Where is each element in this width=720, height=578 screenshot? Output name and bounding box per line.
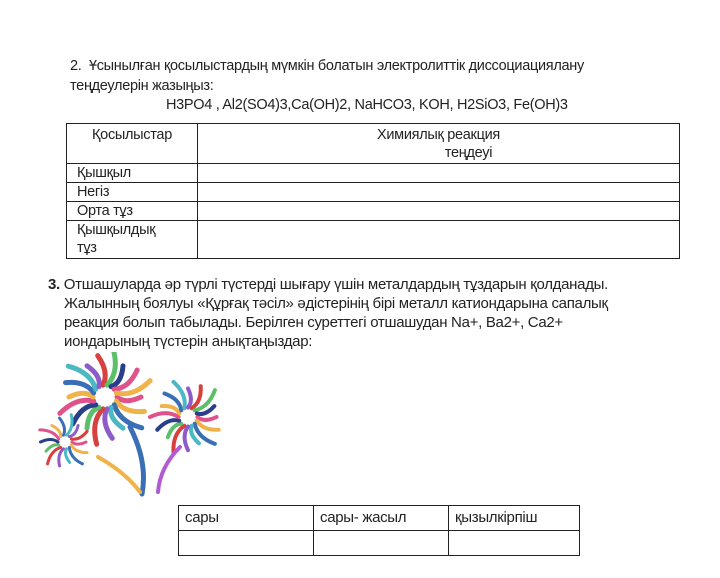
answer-cell[interactable] bbox=[198, 164, 680, 183]
task-3-line-1: 3. Отшашуларда әр түрлі түстерді шығару үшін металдардың тұздарын қолданады. bbox=[48, 276, 608, 293]
formulas: H3PO4 , Al2(SO4)3,Ca(OH)2, NaHCO3, KOH, H2SiO3, Fe(OH)3 bbox=[166, 97, 568, 113]
header-brick-red: қызылкірпіш bbox=[449, 506, 580, 531]
answer-cell[interactable] bbox=[179, 531, 314, 556]
answer-cell[interactable] bbox=[198, 183, 680, 202]
task-3-line-4: иондарының түстерін анықтаңыздар: bbox=[64, 333, 313, 350]
row-label-acid-salt: Қышқылдық тұз bbox=[67, 221, 198, 259]
task-number: 2. bbox=[70, 58, 82, 74]
firework-streak bbox=[69, 393, 93, 397]
row-label-salt: Орта тұз bbox=[67, 202, 198, 221]
firework-streak bbox=[95, 409, 103, 444]
fireworks-illustration-icon bbox=[30, 352, 250, 497]
color-table bbox=[178, 505, 580, 556]
row-label-base: Негіз bbox=[67, 183, 198, 202]
task-2-line-2: теңдеулерін жазыңыз: bbox=[70, 78, 214, 94]
answer-cell[interactable] bbox=[198, 202, 680, 221]
reaction-table bbox=[66, 123, 680, 259]
firework-trail bbox=[98, 457, 140, 492]
task-3-line-3: реакция болып табылады. Берілген суреттегі отшашудан Na+, Ba2+, Ca2+ bbox=[64, 314, 563, 331]
task-2-text: Ұсынылған қосылыстардың мүмкін болатын электролиттік диссоциациялану bbox=[88, 58, 584, 74]
answer-cell[interactable] bbox=[449, 531, 580, 556]
firework-streak bbox=[71, 445, 87, 453]
firework-streak bbox=[41, 439, 59, 442]
firework-streak bbox=[72, 442, 86, 444]
firework-trail bbox=[158, 447, 180, 492]
firework-streak bbox=[185, 427, 188, 451]
firework-streak bbox=[107, 352, 115, 385]
header-reaction: Химиялық реакция теңдеуі bbox=[198, 124, 680, 164]
header-compounds: Қосылыстар bbox=[67, 124, 198, 164]
firework-streak bbox=[197, 421, 219, 430]
header-yellow-green: сары- жасыл bbox=[314, 506, 449, 531]
firework-streak bbox=[40, 430, 59, 439]
answer-cell[interactable] bbox=[198, 221, 680, 259]
answer-cell[interactable] bbox=[314, 531, 449, 556]
firework-streak bbox=[59, 449, 64, 466]
task-3-line-2: Жалынның боялуы «Құрғақ тәсіл» әдістерінің бірі металл катиондарына сапалық bbox=[64, 295, 608, 312]
firework-streak bbox=[192, 386, 201, 408]
firework-streak bbox=[188, 389, 191, 408]
firework-streak bbox=[117, 397, 141, 401]
task-2-line-1 bbox=[70, 58, 584, 74]
firework-streak bbox=[150, 413, 179, 417]
firework-streak bbox=[67, 415, 72, 435]
firework-streak bbox=[198, 417, 217, 420]
header-yellow: сары bbox=[179, 506, 314, 531]
row-label-acid: Қышқыл bbox=[67, 164, 198, 183]
